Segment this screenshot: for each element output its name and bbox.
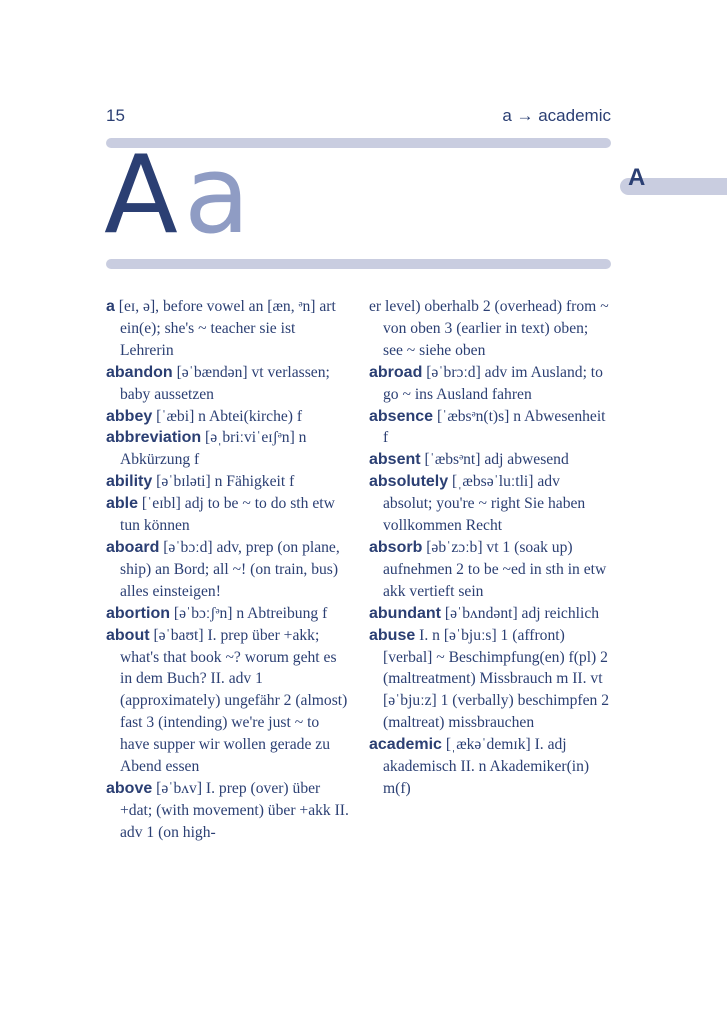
running-head: a → academic bbox=[502, 106, 611, 125]
dictionary-entry: abandon [əˈbændən] vt verlassen; baby aussetzen bbox=[106, 363, 330, 403]
dictionary-entry: about [əˈbaʊt] I. prep über +akk; what's that book ~? worum geht es in dem Buch? II. adv 1 (approximately) ungefähr 2 (almost) fast 3 (intending) we're just ~ to have supper wir wollen gerade zu Abend essen bbox=[106, 626, 348, 776]
dictionary-entry: a [eɪ, ə], before vowel an [æn, ᵊn] art ein(e); she's ~ teacher sie ist Lehrerin bbox=[106, 298, 336, 359]
dictionary-entry: able [ˈeɪbl] adj to be ~ to do sth etw tun können bbox=[106, 495, 335, 535]
dictionary-entry: abortion [əˈbɔːʃᵊn] n Abtreibung f bbox=[106, 604, 328, 622]
dictionary-entry: absolutely [ˌæbsəˈluːtli] adv absolut; you're ~ right Sie haben vollkommen Recht bbox=[369, 473, 586, 535]
dictionary-entry: abuse I. n [əˈbjuːs] 1 (affront) [verbal] ~ Beschimpfung(en) f(pl) 2 (maltreatment) Missbrauch m II. vt [əˈbjuːz] 1 (verbally) beschimpfen 2 (maltreat) missbrauchen bbox=[369, 626, 610, 732]
right-column bbox=[369, 296, 612, 800]
dictionary-entry: absence [ˈæbsᵊn(t)s] n Abwesenheit f bbox=[369, 407, 606, 447]
section-letter-lower: a bbox=[183, 133, 257, 258]
dictionary-entry: academic [ˌækəˈdemɪk] I. adj akademisch II. n Akademiker(in) m(f) bbox=[369, 736, 590, 797]
bottom-divider-bar bbox=[106, 259, 611, 269]
page-number: 15 bbox=[106, 106, 125, 125]
dictionary-entry: er level) oberhalb 2 (overhead) from ~ von oben 3 (earlier in text) oben; see ~ siehe oben bbox=[369, 298, 609, 359]
thumb-index-letter: A bbox=[628, 164, 646, 191]
left-column bbox=[106, 296, 349, 844]
dictionary-entry: ability [əˈbɪləti] n Fähigkeit f bbox=[106, 473, 295, 491]
dictionary-entry: above [əˈbʌv] I. prep (over) über +dat; (with movement) über +akk II. adv 1 (on high- bbox=[106, 779, 349, 841]
dictionary-entry: abbreviation [əˌbriːviˈeɪʃᵊn] n Abkürzung f bbox=[106, 429, 307, 469]
dictionary-entry: absent [ˈæbsᵊnt] adj abwesend bbox=[369, 451, 569, 469]
section-letters bbox=[104, 133, 257, 258]
section-letter-upper: A bbox=[104, 133, 184, 258]
dictionary-entry: aboard [əˈbɔːd] adv, prep (on plane, ship) an Bord; all ~! (on train, bus) alles einsteigen! bbox=[106, 538, 340, 600]
dictionary-entry: abbey [ˈæbi] n Abtei(kirche) f bbox=[106, 407, 303, 425]
dictionary-entry: abundant [əˈbʌndənt] adj reichlich bbox=[369, 604, 600, 622]
dictionary-entry: abroad [əˈbrɔːd] adv im Ausland; to go ~ ins Ausland fahren bbox=[369, 363, 603, 403]
dictionary-entry: absorb [əbˈzɔːb] vt 1 (soak up) aufnehmen 2 to be ~ed in sth in etw akk vertieft sein bbox=[369, 538, 607, 600]
